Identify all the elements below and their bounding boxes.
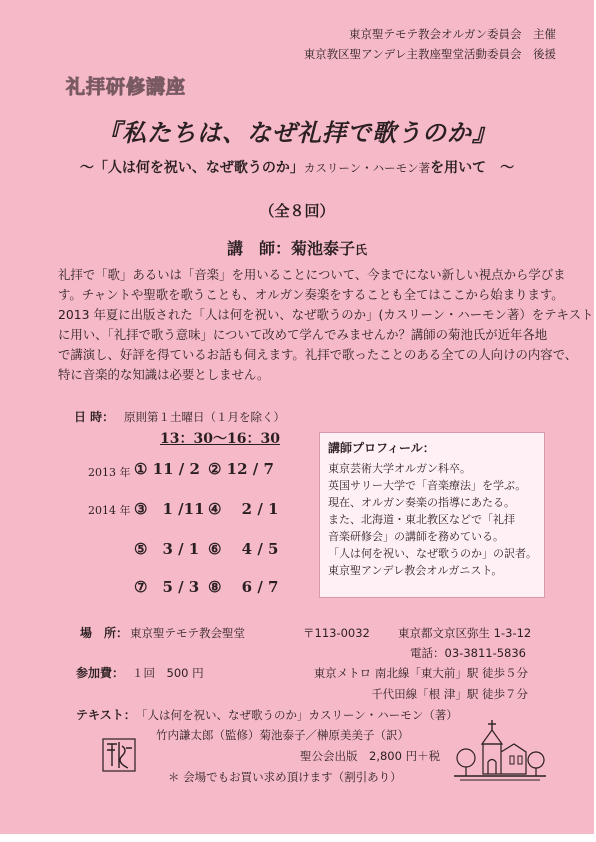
session-date: ④ 2 / 1 [208, 500, 279, 518]
lecturer-profile-box [319, 432, 545, 598]
textbook-label: テキスト： [76, 708, 136, 722]
lecturer-label: 講 師：菊池泰子 [226, 239, 355, 258]
fee-value: １回 500 円 [132, 666, 204, 680]
venue-label: 場 所： [80, 626, 129, 640]
textbook-line-1: 「人は何を祝い、なぜ歌うのか」カスリーン・ハーモン（著） [136, 708, 458, 722]
profile-line: 東京芸術大学オルガン科卒。 [328, 462, 471, 475]
session-date: ⑤ 3 / 1 [134, 540, 200, 558]
profile-line: また、北海道・東北教区などで「礼拝 [328, 513, 515, 526]
profile-line: 「人は何を祝い、なぜ歌うのか」の訳者。 [328, 547, 537, 560]
profile-line: 音楽研修会」の講師を務めている。 [328, 530, 504, 543]
year-2013: 2013 年 [88, 466, 131, 479]
intro-line: で講演し、好評を得ているお話も伺えます。礼拝で歌ったことのある全ての人向けの内容で、 [58, 347, 578, 362]
venue-postal: 〒113-0032 [303, 626, 370, 640]
access-line-2: 千代田線「根 津」駅 徒歩７分 [371, 687, 528, 701]
subtitle-suffix: を用いて 〜 [430, 160, 515, 176]
church-illustration-icon [452, 718, 548, 782]
textbook-line-2: 竹内謙太郎（監修）菊池泰子／榊原美美子（訳） [156, 728, 409, 742]
series-label: 礼拝研修講座 [66, 76, 187, 98]
profile-line: 英国サリー大学で「音楽療法」を学ぶ。 [328, 479, 527, 492]
intro-line: 2013 年夏に出版された「人は何を祝い、なぜ歌うのか」(カスリーン・ハーモン著）をテキスト [58, 307, 594, 322]
session-date: ② 12 / 7 [208, 460, 274, 478]
venue-name: 東京聖テモテ教会聖堂 [130, 626, 245, 640]
fee-label: 参加費： [76, 666, 125, 680]
intro-line: 特に音楽的な知識は必要としません。 [58, 367, 270, 382]
lecturer [0, 236, 594, 259]
year-2014: 2014 年 [88, 504, 131, 517]
intro-line: す。チャントや聖歌を歌うことも、オルガン奏楽をすることも全てはここから始まります。 [58, 287, 564, 302]
publisher-logo-icon [102, 738, 136, 772]
session-date: ① 11 / 2 [134, 460, 200, 478]
page-title: 『私たちは、なぜ礼拝で歌うのか』 [97, 119, 497, 147]
subtitle-prefix: 〜「人は何を祝い、なぜ歌うのか」 [79, 160, 304, 176]
venue-phone: 電話：03-3811-5836 [410, 646, 526, 660]
access-line-1: 東京メトロ 南北線「東大前」駅 徒歩５分 [313, 666, 528, 680]
schedule-label: 日 時： [74, 410, 115, 424]
schedule-time: 13：30〜16：30 [160, 431, 280, 447]
session-date: ⑦ 5 / 3 [134, 578, 200, 596]
profile-line: 現在、オルガン奏楽の指導にあたる。 [328, 496, 515, 509]
intro-paragraph [58, 265, 594, 385]
venue-address: 東京都文京区弥生 1-3-12 [398, 626, 532, 640]
lecturer-suffix: 氏 [355, 243, 368, 257]
intro-line: に用い、「礼拝で歌う意味」について改めて学んでみませんか？講師の菊池氏が近年各地 [58, 327, 548, 342]
session-date: ⑥ 4 / 5 [208, 540, 279, 558]
textbook-line-3: 聖公会出版 2,800 円＋税 [300, 749, 441, 763]
organizer-support: 東京教区聖アンデレ主教座聖堂活動委員会 後援 [303, 47, 556, 61]
subtitle [0, 157, 594, 177]
schedule-rule: 原則第１土曜日（１月を除く） [124, 410, 285, 424]
sessions-count: （全８回） [259, 202, 335, 220]
profile-heading: 講師プロフィール： [328, 441, 435, 455]
subtitle-author: カスリーン・ハーモン著 [303, 161, 431, 175]
textbook-note: ＊ 会場でもお買い求め頂けます（割引あり） [168, 770, 402, 784]
profile-line: 東京聖アンデレ教会オルガニスト。 [328, 564, 503, 577]
intro-line: 礼拝で「歌」あるいは「音楽」を用いることについて、今までにない新しい視点から学びま [58, 267, 566, 282]
session-date: ⑧ 6 / 7 [208, 578, 279, 596]
session-date: ③ 1 /11 [134, 500, 205, 518]
organizer-host: 東京聖テモテ教会オルガン委員会 主催 [349, 27, 556, 41]
